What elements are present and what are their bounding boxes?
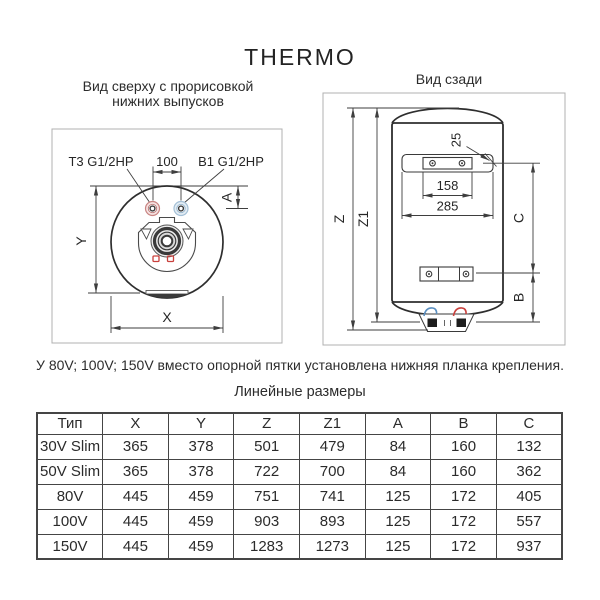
- dimensions-table: [36, 412, 563, 560]
- table-cell: 172: [431, 509, 497, 534]
- upper-mounting-bracket: [402, 155, 493, 173]
- top-view-caption-line2: нижних выпусков: [112, 93, 224, 109]
- cold-water-port: [174, 202, 188, 216]
- column-header: X: [103, 413, 169, 434]
- table-cell: 132: [496, 434, 562, 459]
- table-cell: 903: [234, 509, 300, 534]
- table-cell: 557: [496, 509, 562, 534]
- table-cell: 50V Slim: [37, 459, 103, 484]
- table-cell: 501: [234, 434, 300, 459]
- column-header: Z1: [300, 413, 366, 434]
- table-cell: 751: [234, 484, 300, 509]
- table-cell: 937: [496, 534, 562, 559]
- table-cell: 100V: [37, 509, 103, 534]
- column-header: B: [431, 413, 497, 434]
- dim-x-label: X: [162, 309, 172, 325]
- pipe-nut: [457, 319, 467, 328]
- bracket-width-label: 285: [436, 198, 459, 214]
- table-cell: 80V: [37, 484, 103, 509]
- b1-port-label: B1 G1/2HP: [198, 154, 264, 169]
- table-cell: 459: [168, 509, 234, 534]
- table-header-row: [37, 413, 562, 434]
- table-cell: 160: [431, 434, 497, 459]
- t3-port-label: T3 G1/2HP: [68, 154, 134, 169]
- table-row: [37, 459, 562, 484]
- table-cell: 445: [103, 534, 169, 559]
- table-row: [37, 534, 562, 559]
- rear-view-diagram: [323, 93, 565, 345]
- table-cell: 84: [365, 434, 431, 459]
- top-view-caption: [83, 79, 254, 109]
- table-cell: 741: [300, 484, 366, 509]
- hot-water-port: [146, 202, 160, 216]
- top-view-caption-line1: Вид сверху с прорисовкой: [82, 78, 254, 94]
- table-cell: 378: [168, 459, 234, 484]
- lower-mounting-bracket: [420, 267, 473, 281]
- table-row: [37, 509, 562, 534]
- column-header: C: [496, 413, 562, 434]
- table-cell: 378: [168, 434, 234, 459]
- table-cell: 893: [300, 509, 366, 534]
- rear-view-caption: Вид сзади: [415, 71, 483, 87]
- table-cell: 125: [365, 534, 431, 559]
- dim-z1-label: Z1: [355, 210, 371, 228]
- page-title: THERMO: [244, 44, 356, 70]
- table-cell: 459: [168, 534, 234, 559]
- table-cell: 459: [168, 484, 234, 509]
- table-cell: 172: [431, 534, 497, 559]
- flange-unit: [139, 218, 196, 272]
- table-title: Линейные размеры: [234, 384, 366, 400]
- table-cell: 150V: [37, 534, 103, 559]
- table-cell: 1273: [300, 534, 366, 559]
- table-cell: 84: [365, 459, 431, 484]
- bracket-offset-label: 25: [448, 132, 464, 148]
- table-cell: 1283: [234, 534, 300, 559]
- table-cell: 445: [103, 484, 169, 509]
- table-row: [37, 484, 562, 509]
- dim-y-label: Y: [73, 236, 89, 246]
- column-header: Y: [168, 413, 234, 434]
- table-cell: 405: [496, 484, 562, 509]
- table-cell: 700: [300, 459, 366, 484]
- table-cell: 479: [300, 434, 366, 459]
- table-cell: 362: [496, 459, 562, 484]
- column-header: Тип: [37, 413, 103, 434]
- table-cell: 445: [103, 509, 169, 534]
- dim-b-label: B: [510, 292, 527, 303]
- table-cell: 172: [431, 484, 497, 509]
- column-header: Z: [234, 413, 300, 434]
- port-spacing-label: 100: [156, 154, 178, 169]
- dim-z-label: Z: [331, 214, 347, 224]
- table-cell: 365: [103, 459, 169, 484]
- table-cell: 125: [365, 509, 431, 534]
- table-cell: 365: [103, 434, 169, 459]
- table-cell: 125: [365, 484, 431, 509]
- top-view-diagram: [52, 129, 282, 343]
- hole-spacing-label: 158: [436, 178, 459, 193]
- table-cell: 722: [234, 459, 300, 484]
- dim-a-label: A: [218, 192, 235, 203]
- table-cell: 30V Slim: [37, 434, 103, 459]
- column-header: A: [365, 413, 431, 434]
- table-cell: 160: [431, 459, 497, 484]
- mounting-note: У 80V; 100V; 150V вместо опорной пятки установлена нижняя планка крепления.: [36, 357, 564, 373]
- table-row: [37, 434, 562, 459]
- dim-c-label: C: [510, 212, 527, 224]
- pipe-nut: [428, 319, 438, 328]
